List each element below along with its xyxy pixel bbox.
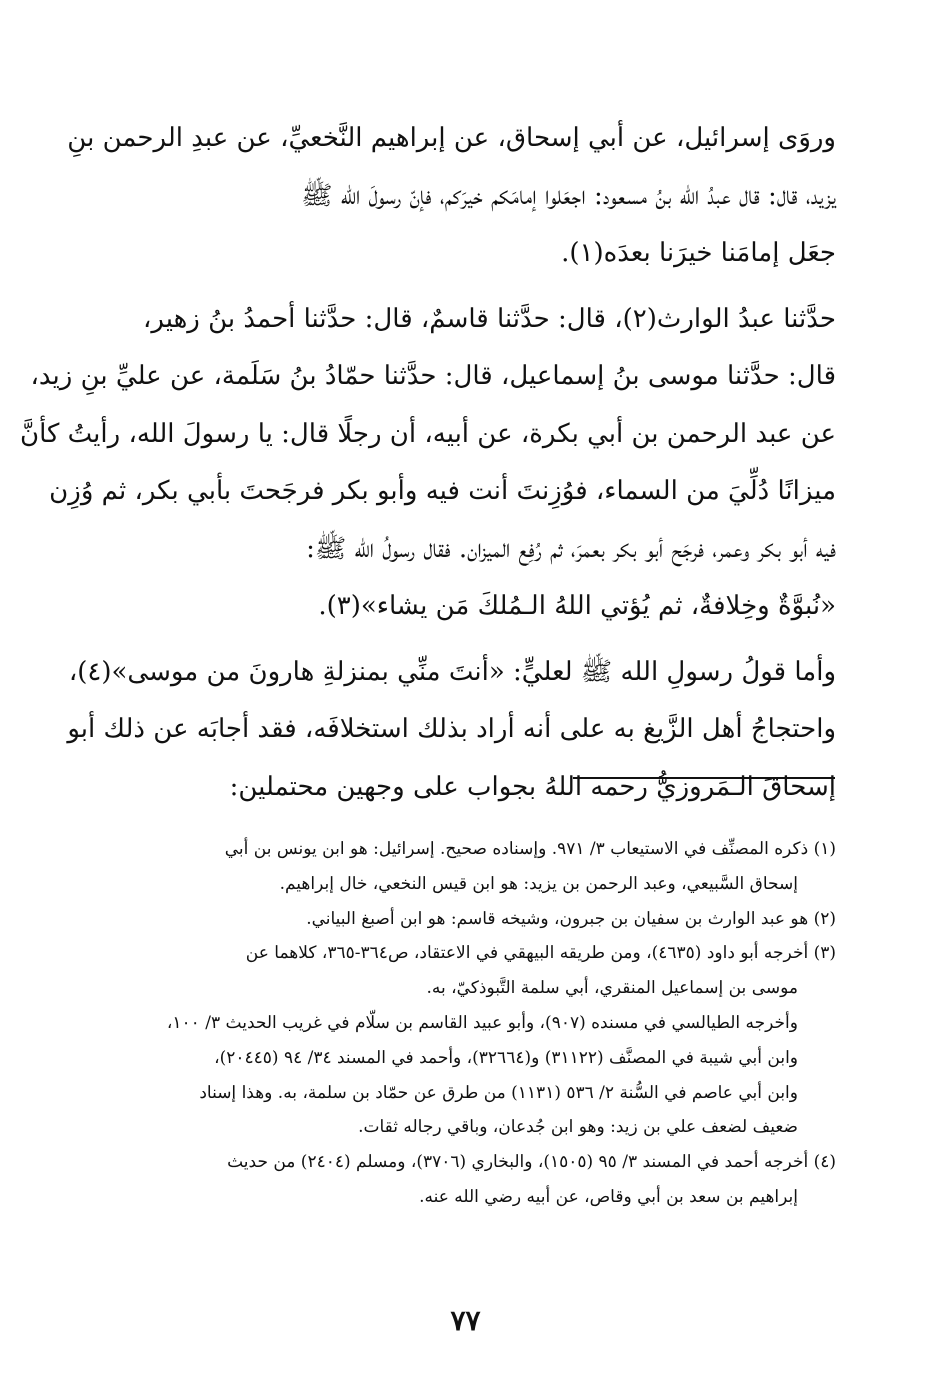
- page-number: ٧٧: [450, 1304, 481, 1337]
- text-line: ميزانًا دُلِّيَ من السماء، فوُزِنتَ أنت فيه وأبو بكر فرجَحتَ بأبي بكر، ثم وُزِن: [49, 476, 836, 506]
- main-text: [19, 110, 836, 816]
- footnote-line: وابن أبي شيبة في المصنَّف (٣١١٢٢) و(٣٢٦٦٤)، وأحمد في المسند ٣٤/ ٩٤ (٢٠٤٤٥)،: [214, 1047, 798, 1068]
- footnote-line: ضعيف لضعف علي بن زيد: وهو ابن جُدعان، وباقي رجاله ثقات.: [358, 1117, 798, 1138]
- text-line: قال: حدَّثنا موسى بنُ إسماعيل، قال: حدَّثنا حمّادُ بنُ سَلَمة، عن عليِّ بنِ زيد،: [30, 361, 836, 391]
- text-line: وأما قولُ رسولِ الله ﷺ لعليٍّ: «أنتَ منِّي بمنزلةِ هارونَ من موسى»(٤)،: [68, 656, 836, 687]
- footnote-1: [96, 832, 836, 902]
- text-line: «نُبوَّةٌ وخِلافةٌ، ثم يُؤتي اللهُ الـمُلكَ مَن يشاء»(٣).: [318, 591, 836, 621]
- footnote-divider: [573, 777, 835, 779]
- footnote-line: وأخرجه الطيالسي في مسنده (٩٠٧)، وأبو عبيد القاسم بن سلّام في غريب الحديث ٣/ ١٠٠،: [166, 1012, 798, 1033]
- paragraph-3: [67, 644, 836, 817]
- text-line: يزيد، قال: قال عبدُ الله بنُ مسعود: اجعَلوا إمامَكم خيرَكم، فإنّ رسولَ الله ﷺ: [301, 180, 836, 211]
- text-line: واحتجاجُ أهل الزَّيغ به على أنه أراد بذلك استخلافَه، فقد أجابَه عن ذلك أبو: [67, 714, 836, 744]
- footnote-line: إسحاق السَّبيعي، وعبد الرحمن بن يزيد: هو ابن قيس النخعي، خال إبراهيم.: [279, 873, 798, 894]
- text-line: وروَى إسرائيل، عن أبي إسحاق، عن إبراهيم النَّخعيِّ، عن عبدِ الرحمن بنِ: [67, 123, 836, 153]
- text-line: إسحاقَ الـمَروزيُّ رحمه اللهُ بجواب على وجهين محتملين:: [229, 771, 836, 802]
- footnote-line: (٣) أخرجه أبو داود (٤٦٣٥)، ومن طريقه البيهقي في الاعتقاد، ص٣٦٤-٣٦٥، كلاهما عن: [245, 943, 836, 964]
- text-line: حدَّثنا عبدُ الوارث(٢)، قال: حدَّثنا قاسمٌ، قال: حدَّثنا أحمدُ بنُ زهير،: [142, 303, 836, 334]
- footnote-4: [96, 1145, 836, 1215]
- text-line: فيه أبو بكر وعمر، فرجَح أبو بكر بعمرَ، ثم رُفِع الميزان. فقال رسولُ الله ﷺ:: [306, 533, 836, 564]
- footnotes: [96, 832, 836, 1215]
- paragraph-2: [19, 291, 836, 636]
- footnote-line: (٤) أخرجه أحمد في المسند ٣/ ٩٥ (١٥٠٥)، والبخاري (٣٧٠٦)، ومسلم (٢٤٠٤) من حديث: [227, 1152, 836, 1173]
- footnote-line: موسى بن إسماعيل المنقري، أبي سلمة التَّبوذكيّ، به.: [426, 978, 798, 999]
- text-line: جعَل إمامَنا خيرَنا بعدَه(١).: [561, 238, 836, 268]
- footnote-line: (٢) هو عبد الوارث بن سفيان بن جبرون، وشيخه قاسم: هو ابن أصبغ البياني.: [306, 908, 836, 929]
- footnote-2: [96, 902, 836, 937]
- footnote-line: (١) ذكره المصنِّف في الاستيعاب ٣/ ٩٧١. وإسناده صحيح. إسرائيل: هو ابن يونس بن أبي: [224, 839, 836, 859]
- footnote-3: [96, 936, 836, 1145]
- text-line: عن عبد الرحمن بن أبي بكرة، عن أبيه، أن رجلًا قال: يا رسولَ الله، رأيتُ كأنَّ: [19, 418, 836, 449]
- footnote-line: وابن أبي عاصم في السُّنة ٢/ ٥٣٦ (١١٣١) من طرق عن حمّاد بن سلمة، به. وهذا إسناد: [199, 1082, 798, 1103]
- footnote-line: إبراهيم بن سعد بن أبي وقاص، عن أبيه رضي الله عنه.: [419, 1186, 798, 1207]
- paragraph-1: [67, 110, 836, 283]
